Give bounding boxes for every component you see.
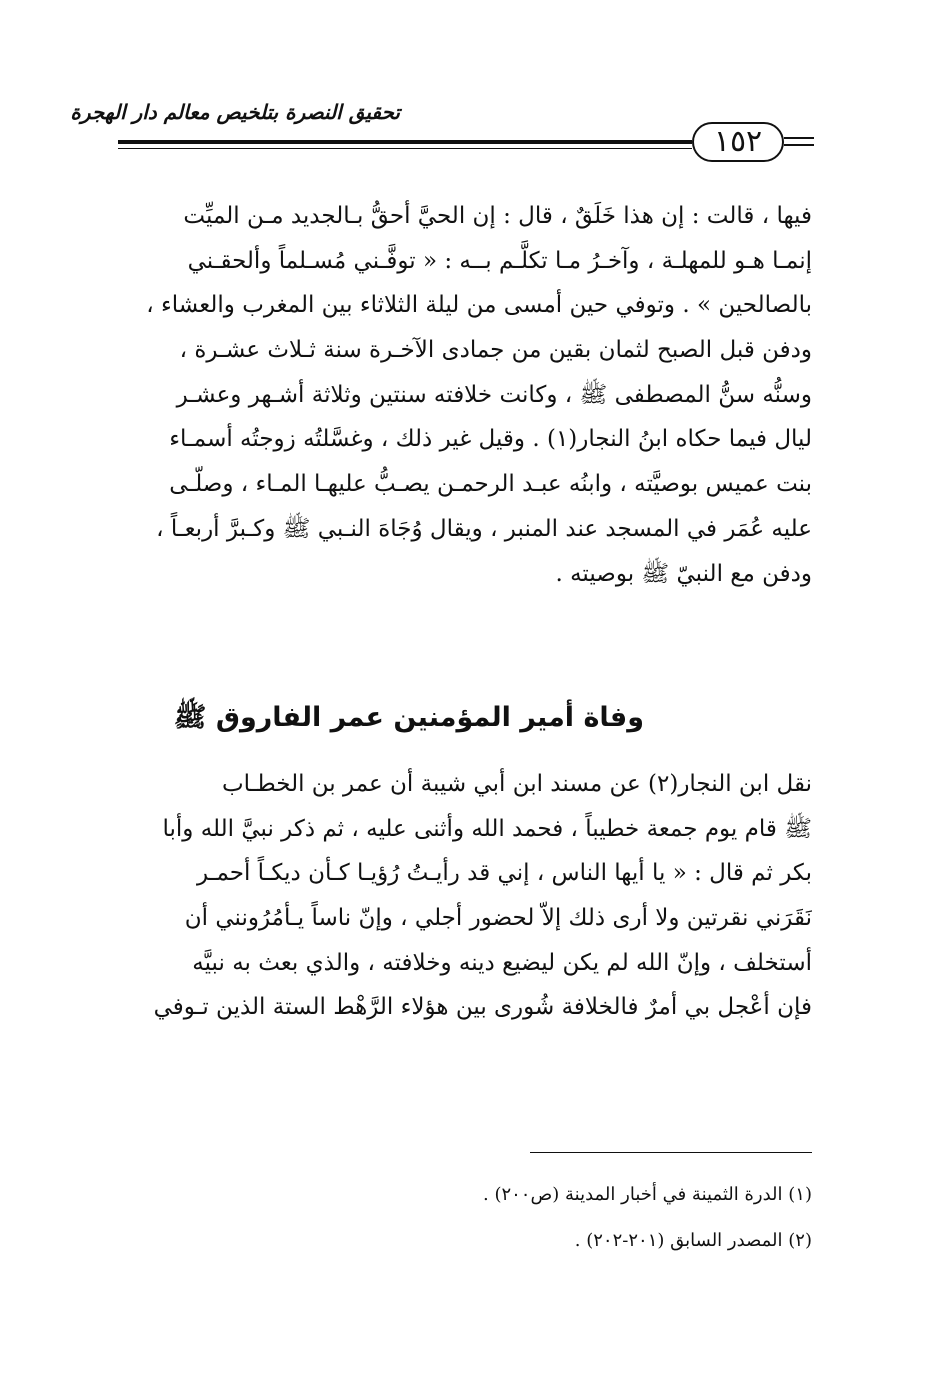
footnote-2: (٢) المصدر السابق (٢٠١-٢٠٢) . [574, 1230, 812, 1251]
text-line: ﷺ قام يوم جمعة خطيباً ، فحمد الله وأثنى عليه ، ثم ذكر نبيَّ الله وأبا [162, 815, 812, 842]
text-line: فإن أعْجل بي أمرٌ فالخلافة شُورى بين هؤلاء الرَّهْط الستة الذين تـوفي [153, 994, 812, 1021]
paragraph-1 [118, 194, 812, 596]
header-rule-thick [118, 140, 692, 144]
footnote-1: (١) الدرة الثمينة في أخبار المدينة (ص٢٠٠) . [483, 1184, 812, 1205]
page-badge-tail-line [784, 144, 814, 146]
paragraph-2 [118, 762, 812, 1030]
text-line: ودفن قبل الصبح لثمان بقين من جمادى الآخـرة سنة ثـلاث عشـرة ، [179, 337, 812, 364]
text-line: نقل ابن النجار(٢) عن مسند ابن أبي شيبة أن عمر بن الخطـاب [221, 771, 812, 797]
section-heading: وفاة أمير المؤمنين عمر الفاروق ﷺ [173, 702, 644, 733]
text-line: بكر ثم قال : « يا أيها الناس ، إني قد رأيـتُ رُؤيـا كـأن ديكـاً أحمـر [197, 860, 812, 887]
text-line: نَقَرَني نقرتين ولا أرى ذلك إلاّ لحضور أجلي ، وإنّ ناساً يـأمُرُونني أن [184, 905, 812, 932]
footnote-separator [530, 1152, 812, 1153]
text-line: ليال فيما حكاه ابنُ النجار(١) . وقيل غير ذلك ، وغسَّلتُه زوجتُه أسمـاء [169, 426, 812, 453]
header-rule-thin [118, 148, 692, 149]
text-line: بنت عميس بوصيَّته ، وابنُه عبـد الرحمـن يصـبُّ عليهـا المـاء ، وصلّـى [169, 471, 812, 498]
page-badge-tail-line [784, 137, 814, 139]
text-line: أستخلف ، وإنّ الله لم يكن ليضيع دينه وخلافته ، والذي بعث به نبيَّه [192, 949, 812, 976]
text-line: فيها ، قالت : إن هذا خَلَقٌ ، قال : إن الحيَّ أحقُّ بـالجديد مـن الميِّت [183, 203, 812, 229]
page-number-badge: ١٥٢ [692, 122, 784, 162]
text-line: بالصالحين » . وتوفي حين أمسى من ليلة الثلاثاء بين المغرب والعشاء ، [146, 292, 812, 319]
text-line: وسنُّه سنُّ المصطفى ﷺ ، وكانت خلافته سنتين وثلاثة أشـهر وعشـر [176, 381, 812, 408]
text-line: إنمـا هـو للمهلـة ، وآخـرُ مـا تكلَّـم بــه : « توفَّـني مُسـلماً وألحقـني [187, 247, 812, 274]
text-line: ودفن مع النبيّ ﷺ بوصيته . [555, 560, 812, 587]
text-line: عليه عُمَر في المسجد عند المنبر ، ويقال وُجَاهَ النـبي ﷺ وكـبرَّ أربعـاً ، [156, 515, 812, 542]
running-header-title: تحقيق النصرة بتلخيص معالم دار الهجرة [70, 100, 400, 124]
footnotes [380, 1172, 812, 1264]
